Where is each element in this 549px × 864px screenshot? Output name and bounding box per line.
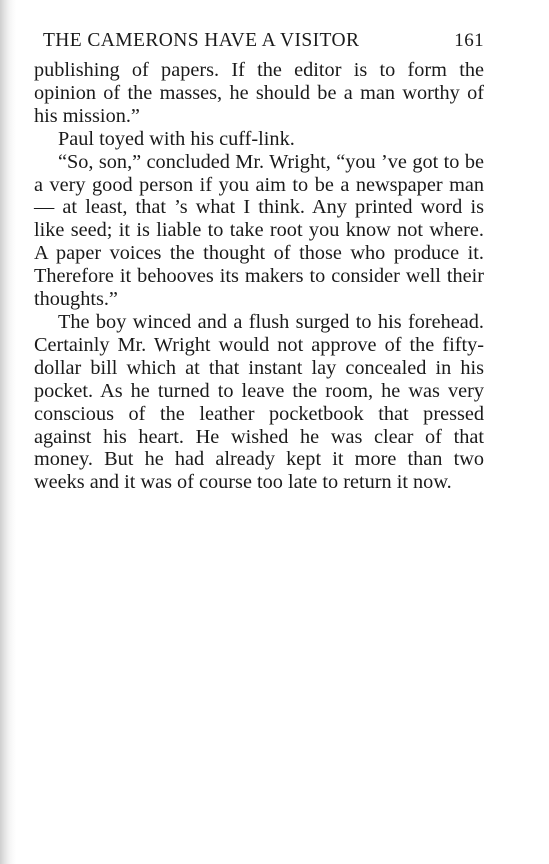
- running-head: [43, 28, 484, 54]
- paragraph: “So, son,” concluded Mr. Wright, “you ’ve got to be a very good person if you aim to be a newspaper man — at least, that ’s what I think. Any printed word is like seed; it is liable to take root you know not where. A paper voices the thought of those who produce it. Therefore it behooves its makers to consider well their thoughts.”: [34, 150, 484, 311]
- paragraph-continued: publishing of papers. If the editor is to form the opinion of the masses, he should be a man worthy of his mission.”: [34, 59, 484, 127]
- body-text: [34, 59, 484, 494]
- paragraph: The boy winced and a flush surged to his forehead. Certainly Mr. Wright would not approve of the fifty-dollar bill which at that instant lay concealed in his pocket. As he turned to leave the room, he was very conscious of the leather pocketbook that pressed against his heart. He wished he was clear of that money. But he had already kept it more than two weeks and it was of course too late to return it now.: [34, 310, 484, 494]
- running-title: THE CAMERONS HAVE A VISITOR: [43, 30, 360, 51]
- paragraph: Paul toyed with his cuff-link.: [58, 127, 295, 150]
- book-page: [34, 28, 484, 494]
- page-number: 161: [454, 30, 484, 51]
- page-edge-shadow: [0, 0, 16, 864]
